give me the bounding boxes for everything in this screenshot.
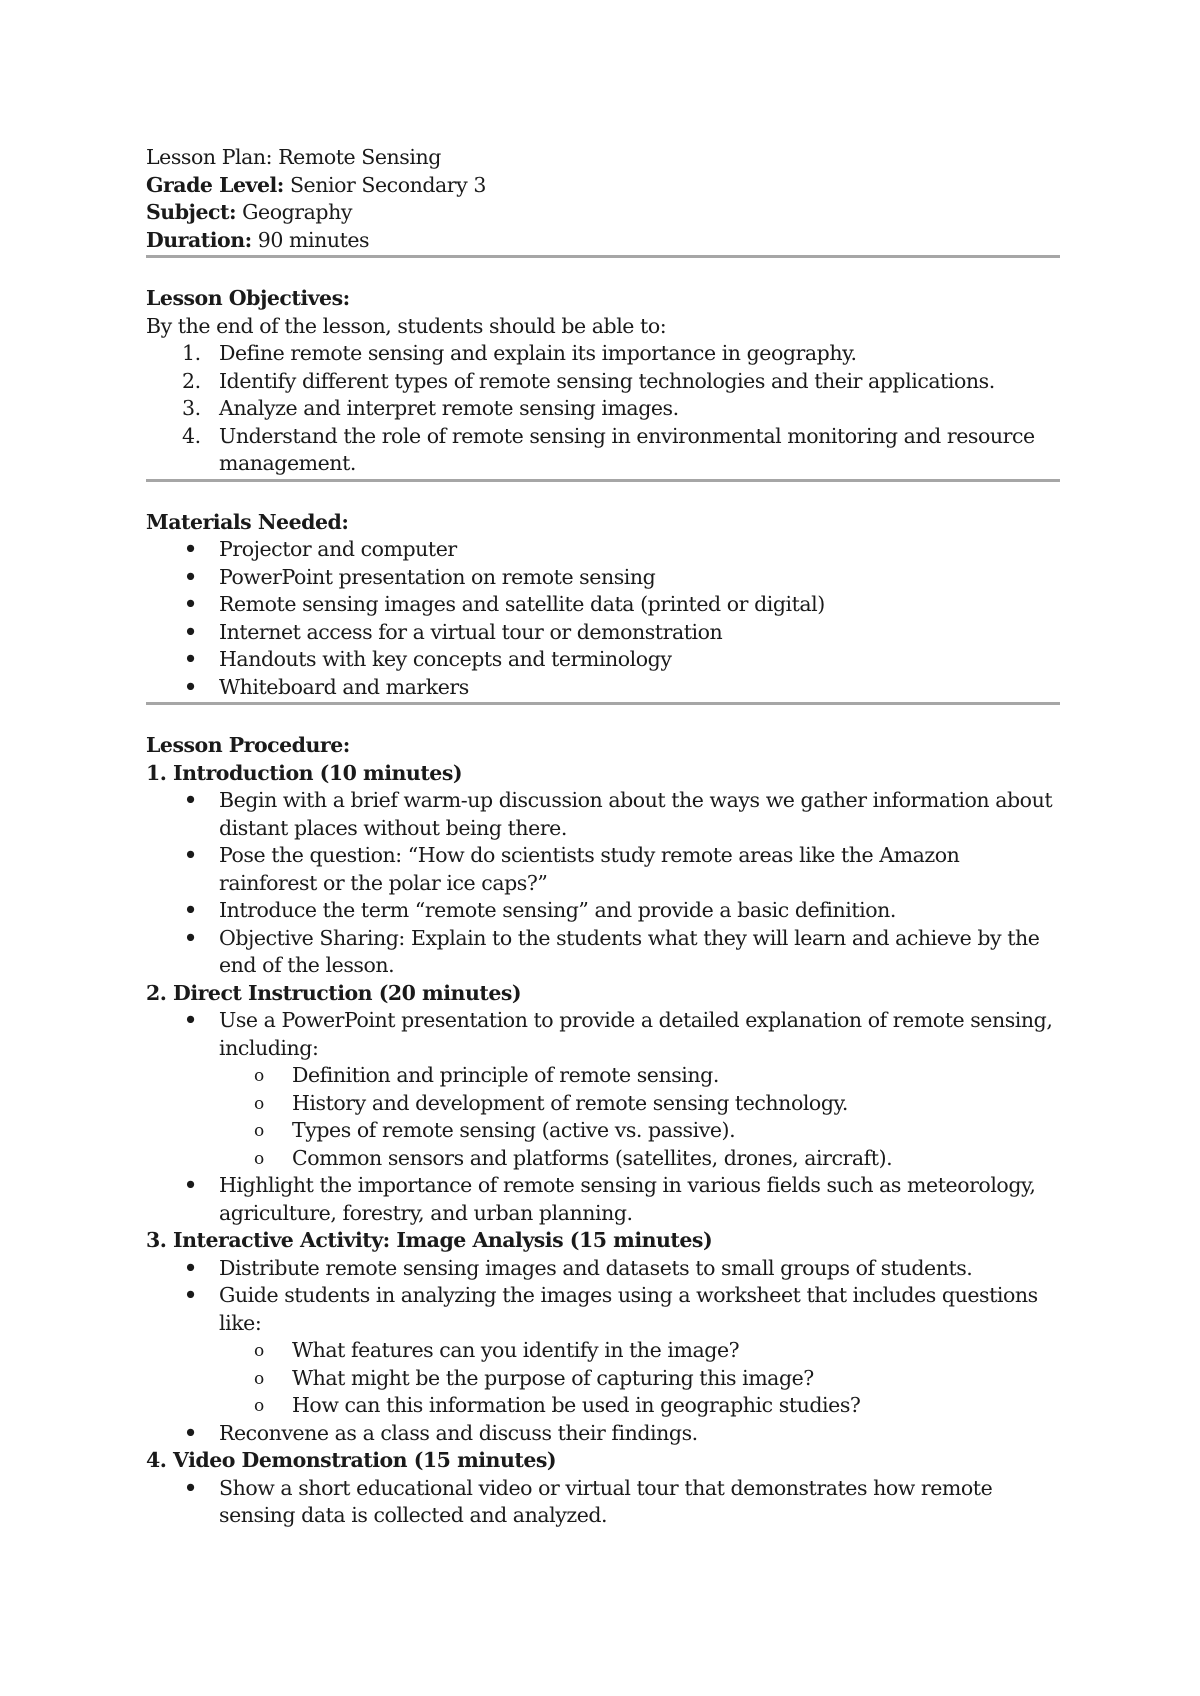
- procedure-text: Distribute remote sensing images and datasets to small groups of students.: [219, 1255, 973, 1280]
- bullet-icon: •: [184, 1173, 197, 1197]
- procedure-item: [146, 897, 1060, 925]
- procedure-text: Begin with a brief warm-up discussion about the ways we gather information about distant places without being there.: [219, 788, 1053, 840]
- procedure-text: Highlight the importance of remote sensing in various fields such as meteorology, agriculture, forestry, and urban planning.: [219, 1173, 1036, 1225]
- material-item: [146, 674, 1060, 702]
- material-item: [146, 646, 1060, 674]
- procedure-subitem: [146, 1337, 1060, 1365]
- procedure-subitem: [146, 1392, 1060, 1420]
- bullet-icon: •: [184, 674, 197, 699]
- objective-number: 4.: [182, 423, 201, 448]
- circle-bullet-icon: o: [254, 1396, 264, 1416]
- subitem-text: Definition and principle of remote sensing.: [292, 1063, 719, 1087]
- procedure-subitem: [146, 1145, 1060, 1173]
- procedure-item: [146, 1282, 1060, 1337]
- procedure-text: Introduce the term “remote sensing” and provide a basic definition.: [219, 898, 896, 922]
- procedure-subitem: [146, 1117, 1060, 1145]
- step-heading-video-demonstration: 4. Video Demonstration (15 minutes): [146, 1448, 557, 1472]
- grade-level-value: Senior Secondary 3: [283, 172, 486, 197]
- subitem-text: What might be the purpose of capturing this image?: [292, 1365, 814, 1390]
- procedure-text: Pose the question: “How do scientists study remote areas like the Amazon rainforest or the polar ice caps?”: [219, 843, 960, 895]
- circle-bullet-icon: o: [254, 1341, 264, 1361]
- procedure-item: [146, 1420, 1060, 1448]
- subitem-text: History and development of remote sensing technology.: [292, 1090, 848, 1115]
- procedure-text: Reconvene as a class and discuss their findings.: [219, 1420, 698, 1445]
- bullet-icon: •: [184, 1008, 197, 1032]
- procedure-heading: Lesson Procedure:: [146, 733, 350, 757]
- material-text: PowerPoint presentation on remote sensing: [219, 564, 656, 589]
- bullet-icon: •: [184, 1420, 197, 1445]
- procedure-item: [146, 787, 1060, 842]
- grade-level-label: Grade Level:: [146, 172, 284, 197]
- circle-bullet-icon: o: [254, 1066, 264, 1086]
- procedure-subitem: [146, 1365, 1060, 1393]
- subitem-text: What features can you identify in the image?: [292, 1338, 740, 1362]
- bullet-icon: •: [184, 592, 197, 616]
- material-item: [146, 536, 1060, 564]
- procedure-subitem: [146, 1090, 1060, 1118]
- bullet-icon: •: [184, 564, 197, 589]
- procedure-item: [146, 925, 1060, 980]
- objective-item: [146, 423, 1060, 478]
- circle-bullet-icon: o: [254, 1121, 264, 1141]
- procedure-item: [146, 1255, 1060, 1283]
- grade-level-row: [146, 172, 1060, 200]
- objective-text: Understand the role of remote sensing in environmental monitoring and resource management.: [219, 423, 1035, 475]
- material-item: [146, 619, 1060, 647]
- bullet-icon: •: [184, 898, 197, 922]
- step-heading-direct-instruction: 2. Direct Instruction (20 minutes): [146, 980, 522, 1005]
- step-heading-introduction: 1. Introduction (10 minutes): [146, 760, 463, 785]
- circle-bullet-icon: o: [254, 1368, 264, 1389]
- bullet-icon: •: [184, 1255, 197, 1280]
- procedure-item: [146, 842, 1060, 897]
- material-text: Projector and computer: [219, 537, 457, 561]
- objectives-intro: By the end of the lesson, students should be able to:: [146, 313, 667, 338]
- materials-heading: Materials Needed:: [146, 509, 349, 534]
- subject-label: Subject:: [146, 200, 237, 224]
- objective-item: [146, 395, 1060, 423]
- procedure-item: [146, 1007, 1060, 1062]
- objective-item: [146, 368, 1060, 396]
- objective-number: 2.: [182, 368, 201, 393]
- procedure-item: [146, 1475, 1060, 1530]
- bullet-icon: •: [184, 1475, 197, 1500]
- procedure-text: Guide students in analyzing the images using a worksheet that includes questions like:: [219, 1283, 1038, 1335]
- objective-text: Analyze and interpret remote sensing images.: [219, 396, 679, 420]
- bullet-icon: •: [184, 1283, 197, 1307]
- objective-item: [146, 340, 1060, 368]
- section-divider: [146, 255, 1060, 258]
- lesson-plan-document: [146, 144, 1060, 1530]
- objective-number: 1.: [182, 341, 201, 365]
- objective-text: Define remote sensing and explain its importance in geography.: [219, 341, 857, 365]
- material-item: [146, 564, 1060, 592]
- duration-value: 90 minutes: [251, 227, 370, 252]
- material-text: Whiteboard and markers: [219, 674, 469, 699]
- procedure-text: Use a PowerPoint presentation to provide a detailed explanation of remote sensing, including:: [219, 1008, 1053, 1060]
- step-heading-interactive-activity: 3. Interactive Activity: Image Analysis (15 minutes): [146, 1228, 713, 1252]
- circle-bullet-icon: o: [254, 1093, 264, 1114]
- subitem-text: Types of remote sensing (active vs. passive).: [292, 1118, 736, 1142]
- objective-number: 3.: [182, 396, 201, 420]
- material-text: Handouts with key concepts and terminology: [219, 647, 672, 671]
- duration-label: Duration:: [146, 227, 252, 252]
- bullet-icon: •: [184, 843, 197, 867]
- subject-value: Geography: [236, 200, 352, 224]
- duration-row: [146, 227, 1060, 255]
- material-item: [146, 591, 1060, 619]
- procedure-subitem: [146, 1062, 1060, 1090]
- bullet-icon: •: [184, 647, 197, 671]
- section-divider: [146, 702, 1060, 705]
- material-text: Internet access for a virtual tour or demonstration: [219, 619, 723, 644]
- circle-bullet-icon: o: [254, 1148, 264, 1169]
- subject-row: [146, 199, 1060, 227]
- material-text: Remote sensing images and satellite data (printed or digital): [219, 592, 825, 616]
- subitem-text: How can this information be used in geographic studies?: [292, 1393, 861, 1417]
- objectives-heading: Lesson Objectives:: [146, 286, 350, 310]
- procedure-text: Objective Sharing: Explain to the students what they will learn and achieve by the end of the lesson.: [219, 925, 1040, 977]
- bullet-icon: •: [184, 619, 197, 644]
- procedure-item: [146, 1172, 1060, 1227]
- procedure-text: Show a short educational video or virtual tour that demonstrates how remote sensing data is collected and analyzed.: [219, 1475, 993, 1527]
- section-divider: [146, 479, 1060, 482]
- subitem-text: Common sensors and platforms (satellites, drones, aircraft).: [292, 1145, 893, 1170]
- document-title: Lesson Plan: Remote Sensing: [146, 145, 441, 169]
- bullet-icon: •: [184, 788, 197, 812]
- bullet-icon: •: [184, 537, 197, 561]
- objective-text: Identify different types of remote sensing technologies and their applications.: [219, 368, 995, 393]
- bullet-icon: •: [184, 925, 197, 950]
